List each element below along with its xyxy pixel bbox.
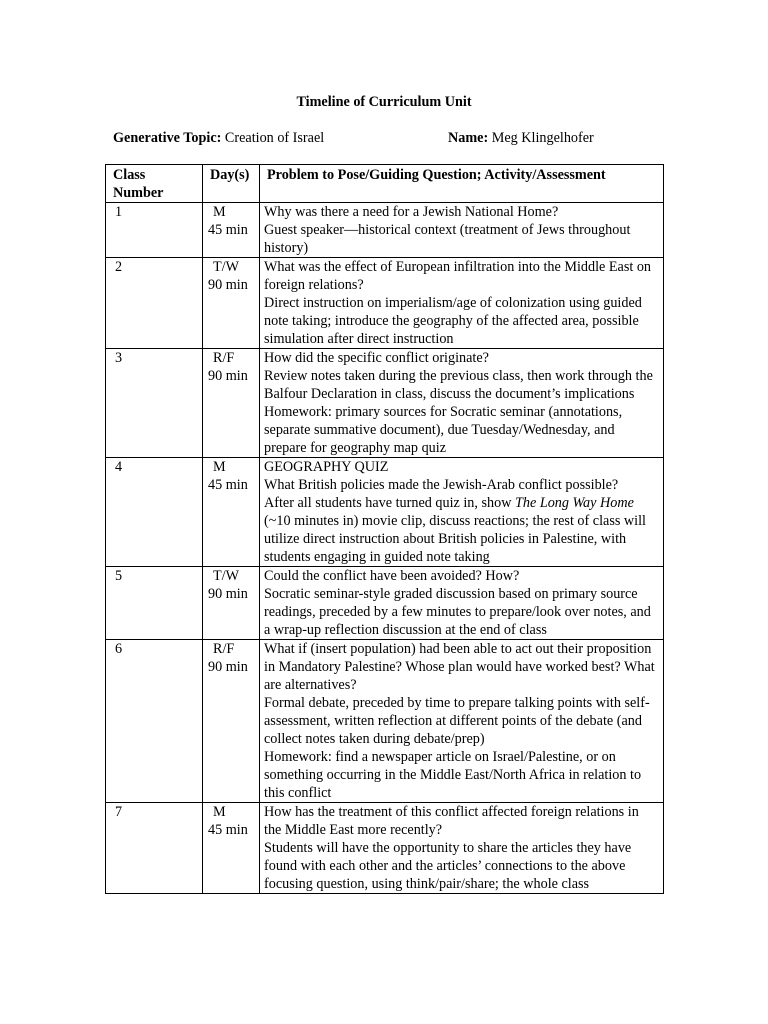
- class-number-cell: 7: [106, 803, 203, 894]
- table-header-row: [106, 165, 664, 203]
- day-label: M: [213, 804, 226, 820]
- table-row: [106, 803, 664, 894]
- class-number-cell: 2: [106, 258, 203, 349]
- activity-cell: [260, 203, 664, 258]
- days-cell: [203, 349, 260, 458]
- day-label: R/F: [213, 350, 235, 366]
- table-row: [106, 567, 664, 640]
- movie-title: The Long Way Home: [514, 495, 634, 511]
- generative-topic-label: Generative Topic:: [113, 130, 222, 146]
- days-cell: [203, 203, 260, 258]
- activity-text: Students will have the opportunity to share the articles they have found with each other and the articles’ connections to the above focusing question, using think/pair/share; the whole class: [264, 840, 632, 892]
- days-cell: [203, 258, 260, 349]
- class-number-cell: 5: [106, 567, 203, 640]
- homework-text: Homework: primary sources for Socratic seminar (annotations, separate summative document), due Tuesday/Wednesday, and prepare for geography map quiz: [264, 404, 623, 456]
- duration-label: 45 min: [208, 477, 248, 493]
- guiding-question: What was the effect of European infiltration into the Middle East on foreign relations?: [264, 259, 652, 293]
- activity-text: Guest speaker—historical context (treatment of Jews throughout history): [264, 222, 631, 256]
- duration-label: 90 min: [208, 659, 248, 675]
- activity-text-start: After all students have turned quiz in, show: [264, 495, 515, 511]
- table-row: [106, 640, 664, 803]
- class-number-cell: 4: [106, 458, 203, 567]
- guiding-question: What if (insert population) had been able to act out their proposition in Mandatory Palestine? Whose plan would have worked best? What are alternatives?: [264, 641, 655, 693]
- class-number-cell: 1: [106, 203, 203, 258]
- day-label: T/W: [213, 259, 239, 275]
- activity-text: Direct instruction on imperialism/age of colonization using guided note taking; introduce the geography of the affected area, possible simulation after direct instruction: [264, 295, 642, 347]
- class-number-cell: 3: [106, 349, 203, 458]
- header-days: Day(s): [203, 165, 260, 203]
- table-row: [106, 349, 664, 458]
- guiding-question: How did the specific conflict originate?: [264, 350, 489, 366]
- duration-label: 90 min: [208, 277, 248, 293]
- author-name-label: Name:: [448, 130, 489, 146]
- guiding-question: Could the conflict have been avoided? How?: [264, 568, 520, 584]
- day-label: T/W: [213, 568, 239, 584]
- header-activity: Problem to Pose/Guiding Question; Activity/Assessment: [260, 165, 664, 203]
- day-label: M: [213, 459, 226, 475]
- activity-cell: [260, 258, 664, 349]
- guiding-question: How has the treatment of this conflict affected foreign relations in the Middle East more recently?: [264, 804, 639, 838]
- day-label: M: [213, 204, 226, 220]
- author-name-value: Meg Klingelhofer: [491, 130, 594, 146]
- activity-text: Formal debate, preceded by time to prepare talking points with self-assessment, written reflection at different points of the debate (and collect notes taken during debate/prep): [264, 695, 650, 747]
- duration-label: 45 min: [208, 822, 248, 838]
- quiz-label: GEOGRAPHY QUIZ: [264, 459, 389, 475]
- activity-cell: [260, 640, 664, 803]
- header-class-number: Class Number: [106, 165, 203, 203]
- activity-cell: [260, 803, 664, 894]
- days-cell: [203, 803, 260, 894]
- generative-topic-value: Creation of Israel: [224, 130, 325, 146]
- days-cell: [203, 458, 260, 567]
- days-cell: [203, 567, 260, 640]
- author-name: [448, 129, 594, 147]
- activity-text-end: (~10 minutes in) movie clip, discuss reactions; the rest of class will utilize direct instruction about British policies in Palestine, with students engaging in guided note taking: [264, 513, 646, 565]
- duration-label: 90 min: [208, 586, 248, 602]
- activity-text: Review notes taken during the previous class, then work through the Balfour Declaration in class, discuss the document’s implications: [264, 368, 653, 402]
- homework-text: Homework: find a newspaper article on Israel/Palestine, or on something occurring in the Middle East/North Africa in relation to this conflict: [264, 749, 642, 801]
- guiding-question: Why was there a need for a Jewish National Home?: [264, 204, 559, 220]
- activity-text: Socratic seminar-style graded discussion based on primary source readings, preceded by a few minutes to prepare/look over notes, and a wrap-up reflection discussion at the end of class: [264, 586, 651, 638]
- class-number-cell: 6: [106, 640, 203, 803]
- table-row: [106, 203, 664, 258]
- day-label: R/F: [213, 641, 235, 657]
- activity-cell: [260, 458, 664, 567]
- activity-text: [264, 494, 657, 566]
- duration-label: 90 min: [208, 368, 248, 384]
- activity-cell: [260, 349, 664, 458]
- activity-cell: [260, 567, 664, 640]
- days-cell: [203, 640, 260, 803]
- page-title: Timeline of Curriculum Unit: [296, 94, 472, 110]
- curriculum-timeline-table: [105, 164, 664, 894]
- table-row: [106, 458, 664, 567]
- generative-topic: [113, 129, 324, 147]
- duration-label: 45 min: [208, 222, 248, 238]
- table-row: [106, 258, 664, 349]
- guiding-question: What British policies made the Jewish-Arab conflict possible?: [264, 477, 619, 493]
